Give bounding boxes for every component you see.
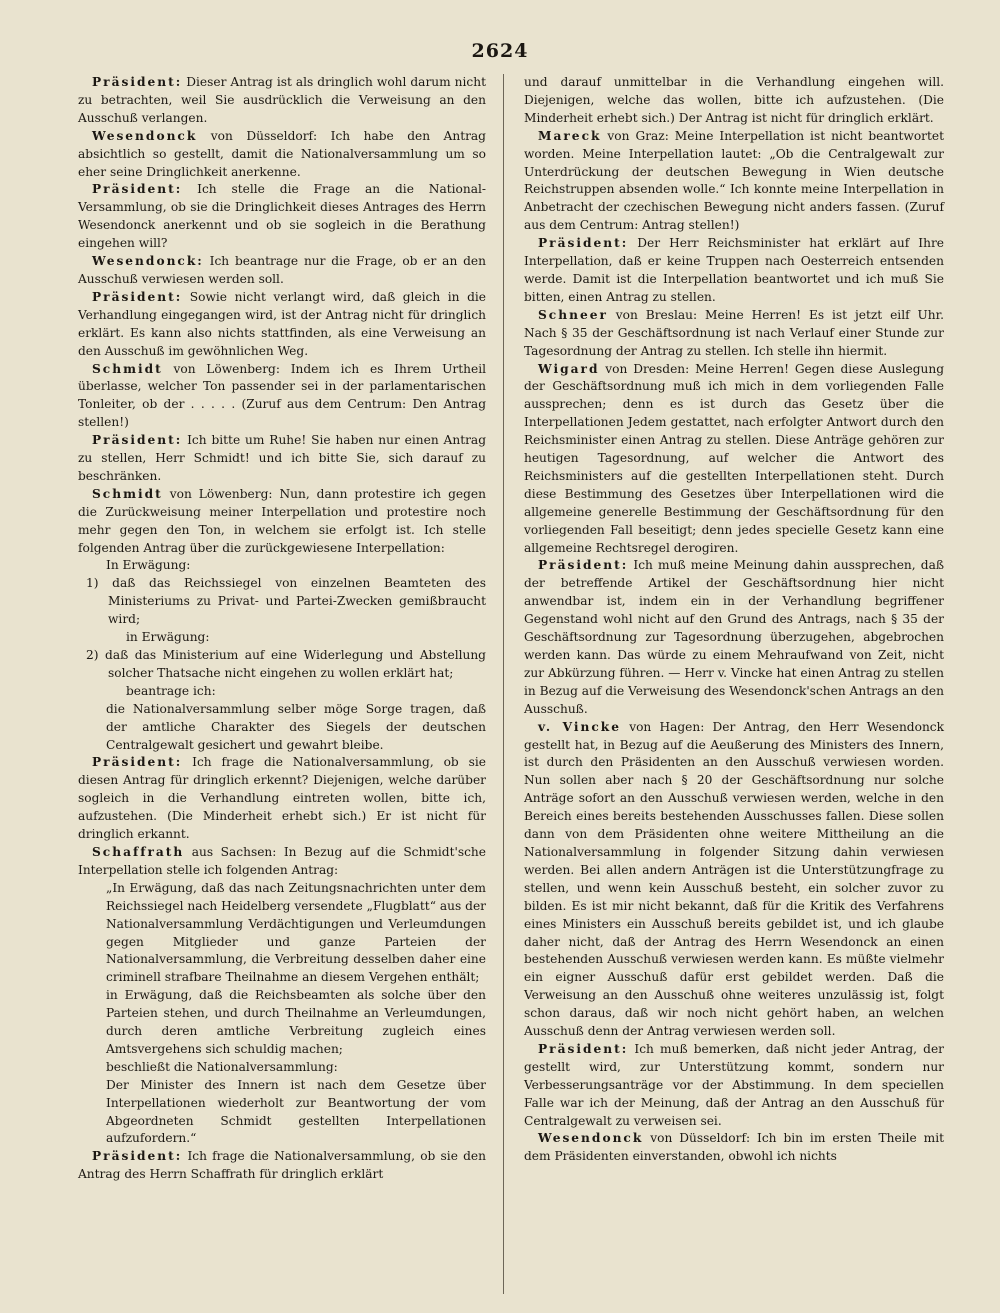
paragraph-text: Ich muß meine Meinung dahin aussprechen, daß der betreffende Artikel der Geschäftsordnung hier nicht anwendbar ist, indem ein in der Verhandlung begriffener Gegenstand wohl nicht auf den Grund des Antrags, nach § 35 der Geschäftsordnung zur Tagesordnung überzugehen, abgebrochen werden kann. Das würde zu einem Mehraufwand von Zeit, nicht zur Abkürzung führen. — Herr v. Vincke hat einen Antrag zu stellen in Bezug auf die Verweisung des Wesendonck'schen Antrags an den Ausschuß. <box>524 558 944 716</box>
speaker-name: Schaffrath <box>92 844 185 859</box>
speaker-name: Schmidt <box>92 361 163 376</box>
motion-body: die Nationalversammlung selber möge Sorge tragen, daß der amtliche Charakter des Siegels der deutschen Centralgewalt gesichert und gewahrt bleibe. <box>106 701 486 752</box>
paragraph-text: Ich frage die Nationalversammlung, ob sie diesen Antrag für dringlich erkennt? Diejenigen, welche darüber sogleich in die Verhandlung eintreten wollen, bitte ich, aufzustehen. (Die Minderheit erhebt sich.) Er ist nicht für dringlich erkannt. <box>78 755 486 842</box>
speaker-name: Wesendonck: <box>92 254 204 269</box>
speaker-name: v. Vincke <box>538 719 622 734</box>
paragraph-text: von Dresden: Meine Herren! Gegen diese Auslegung der Geschäftsordnung muß ich mich in dem vorliegenden Falle aussprechen; denn es ist durch das Gesetz über die Interpellationen Jedem gestattet, nach erfolgter Antwort durch den Reichsminister einen Antrag zu stellen. Diese Anträge gehören zur heutigen Tagesordnung, auf welcher die Antwort des Reichsministers auf die gestellten Interpellationen steht. Durch diese Bestimmung des Gesetzes über Interpellationen wird die allgemeine generelle Bestimmung der Geschäftsordnung für den vorliegenden Fall beseitigt; denn jedes specielle Gesetz kann eine allgemeine Rechtsregel derogiren. <box>524 361 944 555</box>
paragraph <box>78 74 486 128</box>
quoted-motion: Der Minister des Innern ist nach dem Gesetze über Interpellationen wiederholt zur Beantwortung der vom Abgeordneten Schmidt gestellten Interpellationen aufzufordern.“ <box>106 1077 486 1146</box>
column-divider <box>503 74 504 1294</box>
speaker-name: Präsident: <box>92 289 183 304</box>
paragraph-text: aus Sachsen: In Bezug auf die Schmidt'sche Interpellation stelle ich folgenden Antrag: <box>78 844 486 877</box>
motion-considering: In Erwägung: <box>106 558 191 573</box>
page-number: 2624 <box>471 40 529 62</box>
motion-resolve: beantrage ich: <box>126 683 216 698</box>
paragraph <box>524 1130 944 1166</box>
paragraph <box>524 719 944 1041</box>
speaker-name: Wigard <box>538 361 600 376</box>
speaker-name: Präsident: <box>92 182 183 197</box>
paragraph-text: von Düsseldorf: Ich bin im ersten Theile mit dem Präsidenten einverstanden, obwohl ich nichts <box>524 1131 944 1164</box>
paragraph <box>524 361 944 558</box>
speaker-name: Mareck <box>538 128 602 143</box>
paragraph <box>78 486 486 558</box>
left-column <box>78 74 486 1184</box>
paragraph <box>524 74 944 128</box>
paragraph-text: Ich frage die Nationalversammlung, ob sie den Antrag des Herrn Schaffrath für dringlich erklärt <box>78 1149 486 1182</box>
speaker-name: Präsident: <box>92 755 183 770</box>
paragraph-text: Ich bitte um Ruhe! Sie haben nur einen Antrag zu stellen, Herr Schmidt! und ich bitte Sie, sich darauf zu beschränken. <box>78 433 486 483</box>
paragraph <box>78 181 486 253</box>
paragraph <box>524 235 944 307</box>
speaker-name: Präsident: <box>92 1149 183 1164</box>
paragraph-text: Ich stelle die Frage an die National-Versammlung, ob sie die Dringlichkeit dieses Antrages des Herrn Wesendonck anerkennt und ob sie sogleich in die Berathung eingehen will? <box>78 182 486 251</box>
paragraph <box>524 1041 944 1131</box>
paragraph <box>78 128 486 182</box>
paragraph-text: von Graz: Meine Interpellation ist nicht beantwortet worden. Meine Interpellation lautet: „Ob die Centralgewalt zur Unterdrückung der deutschen Bewegung in Wien deutsche Reichstruppen absenden wolle.“ Ich konnte meine Interpellation in Anbetracht der czechischen Bewegung nicht anders fassen. (Zuruf aus dem Centrum: Antrag stellen!) <box>524 128 944 233</box>
quoted-motion: in Erwägung, daß die Reichsbeamten als solche über den Parteien stehen, und durch Theilnahme an Verleumdungen, durch deren amtliche Verbreitung zugleich eines Amtsvergehens sich schuldig machen; <box>106 988 486 1056</box>
right-column <box>524 74 944 1166</box>
quoted-motion: „In Erwägung, daß das nach Zeitungsnachrichten unter dem Reichssiegel nach Heidelberg versendete „Flugblatt“ aus der Nationalversammlung Verdächtigungen und Verleumdungen gegen Mitglieder und ganze Parteien der Nationalversammlung, die Verbreitung desselben daher eine criminell strafbare Theilnahme an diesem Vergehen enthält; <box>106 880 486 985</box>
paragraph-text: von Hagen: Der Antrag, den Herr Wesendonck gestellt hat, in Bezug auf die Aeußerung des Ministers des Innern, ist durch den Präsidenten an den Ausschuß verwiesen worden. Nun sollen aber nach § 20 der Geschäftsordnung nur solche Anträge sofort an den Ausschuß verwiesen werden, welche in den Bereich eines bereits bestehenden Ausschusses fallen. Diese sollen dann von dem Präsidenten ohne weitere Mittheilung an die Nationalversammlung in folgender Sitzung dahin verwiesen werden. Bei allen andern Anträgen ist die Unterstützungfrage zu stellen, und wenn kein Ausschuß besteht, ein solcher zuvor zu bilden. Es ist mir nicht bekannt, daß für die Kritik des Verfahrens eines Ministers ein Ausschuß bereits gebildet ist, und ich glaube daher nicht, daß der Antrag des Herrn Wesendonck an einen bestehenden Ausschuß verwiesen werden kann. Es müßte vielmehr ein eigner Ausschuß dafür erst gebildet werden. Daß die Verweisung an den Ausschuß ohne weiteres unzulässig ist, folgt schon daraus, daß wir noch nicht gehört haben, an welchen Ausschuß denn der Antrag verwiesen werden soll. <box>524 719 944 1039</box>
paragraph-text: von Löwenberg: Indem ich es Ihrem Urtheil überlasse, welcher Ton passender sei in der parlamentarischen Tonleiter, ob der . . . . . (Zuruf aus dem Centrum: Den Antrag stellen!) <box>78 361 486 430</box>
paragraph-text: Dieser Antrag ist als dringlich wohl darum nicht zu betrachten, weil Sie ausdrücklich die Verweisung an den Ausschuß verlangen. <box>78 75 486 125</box>
paragraph <box>78 432 486 486</box>
paragraph <box>524 307 944 361</box>
speaker-name: Präsident: <box>92 433 183 448</box>
paragraph-text: von Breslau: Meine Herren! Es ist jetzt eilf Uhr. Nach § 35 der Geschäftsordnung ist nach Verlauf einer Stunde zur Tagesordnung der Antrag zu stellen. Ich stelle ihn hiermit. <box>524 307 944 358</box>
paragraph <box>524 128 944 235</box>
paragraph-text: Ich beantrage nur die Frage, ob er an den Ausschuß verwiesen werden soll. <box>78 254 486 286</box>
paragraph <box>78 253 486 289</box>
paragraph-text: und darauf unmittelbar in die Verhandlung eingehen will. Diejenigen, welche das wollen, bitte ich aufzustehen. (Die Minderheit erhebt sich.) Der Antrag ist nicht für dringlich erklärt. <box>524 75 944 125</box>
paragraph <box>78 289 486 361</box>
paragraph-text: Sowie nicht verlangt wird, daß gleich in die Verhandlung eingegangen wird, ist der Antrag nicht für dringlich erklärt. Es kann also nichts stattfinden, als eine Verweisung an den Ausschuß im gewöhnlichen Weg. <box>78 289 486 358</box>
speaker-name: Schmidt <box>92 486 163 501</box>
paragraph <box>78 361 486 433</box>
paragraph-text: von Düsseldorf: Ich habe den Antrag absichtlich so gestellt, damit die Nationalversammlung um so eher seine Dringlichkeit anerkenne. <box>78 128 486 179</box>
paragraph-text: Ich muß bemerken, daß nicht jeder Antrag, der gestellt wird, zur Unterstützung kommt, sondern nur Verbesserungsanträge vor der Abstimmung. In dem speciellen Falle war ich der Meinung, daß der Antrag an den Ausschuß für Centralgewalt zu verweisen sei. <box>524 1041 944 1128</box>
speaker-name: Präsident: <box>538 236 629 251</box>
speaker-name: Wesendonck <box>538 1131 644 1146</box>
speaker-name: Präsident: <box>92 75 183 89</box>
motion-item: 2) daß das Ministerium auf eine Widerlegung und Abstellung solcher Thatsache nicht eingehen zu wollen erklärt hat; <box>86 648 486 680</box>
quoted-motion: beschließt die Nationalversammlung: <box>106 1059 338 1074</box>
paragraph-text: Der Herr Reichsminister hat erklärt auf Ihre Interpellation, daß er keine Truppen nach Oesterreich entsenden werde. Damit ist die Interpellation beantwortet und ich muß Sie bitten, einen Antrag zu stellen. <box>524 236 944 304</box>
paragraph <box>78 844 486 880</box>
paragraph <box>78 1148 486 1184</box>
motion-considering: in Erwägung: <box>126 630 210 645</box>
paragraph-text: von Löwenberg: Nun, dann protestire ich gegen die Zurückweisung meiner Interpellation und protestire noch mehr gegen den Ton, in welchem sie erfolgt ist. Ich stelle folgenden Antrag über die zurückgewiesene Interpellation: <box>78 486 486 555</box>
speaker-name: Präsident: <box>538 1041 629 1056</box>
speaker-name: Schneer <box>538 307 608 322</box>
paragraph <box>78 754 486 844</box>
speaker-name: Präsident: <box>538 558 629 573</box>
motion-item: 1) daß das Reichssiegel von einzelnen Beamteten des Ministeriums zu Privat- und Partei-Zwecken gemißbraucht wird; <box>86 576 486 627</box>
paragraph <box>524 557 944 718</box>
speaker-name: Wesendonck <box>92 128 198 143</box>
